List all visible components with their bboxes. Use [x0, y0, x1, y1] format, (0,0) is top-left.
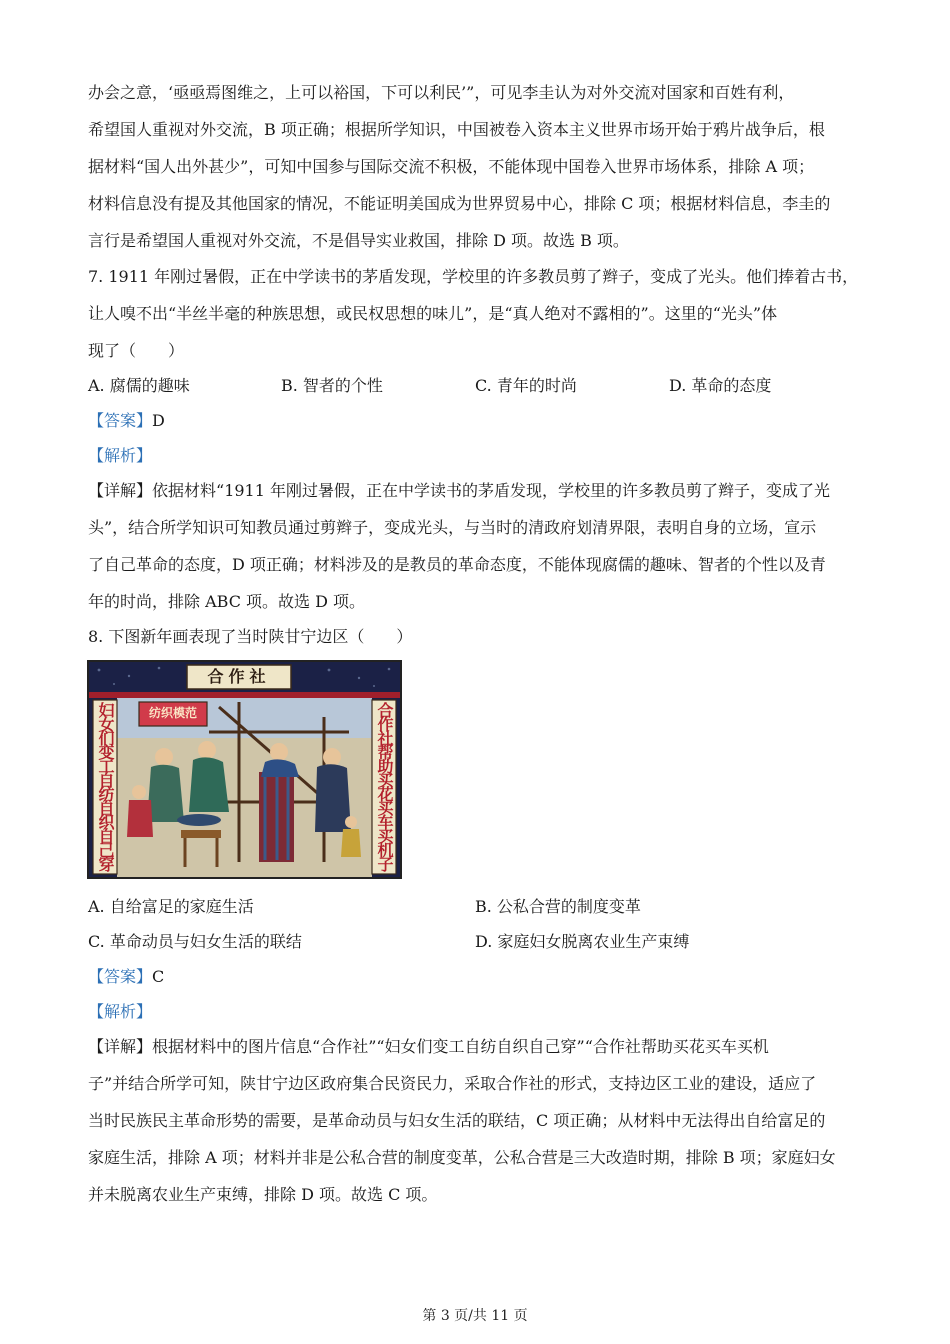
q8-detail-line-2: 子”并结合所学可知，陕甘宁边区政府集合民资民力，采取合作社的形式，支持边区工业的建设，适应了 — [88, 1074, 817, 1093]
painting-sign-text: 纺织模范 — [148, 706, 197, 720]
q7-answer — [88, 411, 165, 431]
detail-tag: 【详解】 — [88, 481, 153, 500]
q7-option-c: C. 青年的时尚 — [475, 376, 577, 395]
q7-stem-line-2: 让人嗅不出“半丝半毫的种族思想，或民权思想的味儿”，是“真人绝对不露相的”。这里的“光头”体 — [88, 304, 778, 323]
q7-analysis-tag — [88, 446, 152, 466]
answer-value: C — [152, 967, 165, 986]
analysis-tag: 【解析】 — [88, 446, 153, 465]
q8-detail-line-5: 并未脱离农业生产束缚，排除 D 项。故选 C 项。 — [88, 1185, 438, 1204]
q8-answer — [88, 967, 164, 987]
detail-text: 根据材料中的图片信息“合作社”“妇女们变工自纺自织自己穿”“合作社帮助买花买车买机 — [152, 1037, 769, 1056]
prev-explanation-line-2: 希望国人重视对外交流，B 项正确；根据所学知识，中国被卷入资本主义世界市场开始于鸦片战争后，根 — [88, 120, 825, 139]
q8-detail-line-3: 当时民族民主革命形势的需要，是革命动员与妇女生活的联结，C 项正确；从材料中无法得出自给富足的 — [88, 1111, 826, 1130]
painting-left-column-text: 妇女们变工自纺自织自己穿 — [96, 702, 115, 870]
page-footer: 第 3 页/共 11 页 — [422, 1308, 528, 1324]
q7-option-a: A. 腐儒的趣味 — [88, 376, 190, 395]
prev-explanation-line-5: 言行是希望国人重视对外交流，不是倡导实业救国，排除 D 项。故选 B 项。 — [88, 231, 629, 250]
q7-detail-line-2: 头”，结合所学知识可知教员通过剪辫子，变成光头，与当时的清政府划清界限，表明自身的立场，宣示 — [88, 518, 817, 537]
detail-tag: 【详解】 — [88, 1037, 153, 1056]
q7-stem-line-3: 现了（ ） — [88, 341, 185, 360]
q8-option-d: D. 家庭妇女脱离农业生产束缚 — [475, 932, 690, 951]
q8-option-b: B. 公私合营的制度变革 — [475, 897, 641, 916]
q7-option-d: D. 革命的态度 — [669, 376, 772, 395]
q8-option-c: C. 革命动员与妇女生活的联结 — [88, 932, 302, 951]
q7-stem-line-1: 7. 1911 年刚过暑假，正在中学读书的茅盾发现，学校里的许多教员剪了辫子，变成了光头。他们捧着古书， — [88, 267, 859, 286]
prev-explanation-line-3: 据材料“国人出外甚少”，可知中国参与国际交流不积极，不能体现中国卷入世界市场体系，排除 A 项； — [88, 157, 815, 176]
prev-explanation-line-1: 办会之意，‘亟亟焉图维之，上可以裕国，下可以利民’”，可见李圭认为对外交流对国家和百姓有利， — [88, 83, 795, 102]
answer-tag: 【答案】 — [88, 967, 153, 986]
q8-detail-line-1 — [88, 1037, 769, 1057]
q8-option-a: A. 自给富足的家庭生活 — [88, 897, 254, 916]
answer-tag: 【答案】 — [88, 411, 153, 430]
q8-detail-line-4: 家庭生活，排除 A 项；材料并非是公私合营的制度变革，公私合营是三大改造时期，排除 B 项；家庭妇女 — [88, 1148, 836, 1167]
answer-value: D — [152, 411, 165, 430]
q8-stem: 8. 下图新年画表现了当时陕甘宁边区（ ） — [88, 627, 413, 646]
q8-analysis-tag — [88, 1002, 152, 1022]
q7-detail-line-3: 了自己革命的态度，D 项正确；材料涉及的是教员的革命态度，不能体现腐儒的趣味、智者的个性以及青 — [88, 555, 826, 574]
analysis-tag: 【解析】 — [88, 1002, 153, 1021]
new-year-painting-figure — [87, 660, 402, 879]
q7-detail-line-4: 年的时尚，排除 ABC 项。故选 D 项。 — [88, 592, 366, 611]
painting-top-banner-text: 合作社 — [207, 667, 271, 686]
detail-text: 依据材料“1911 年刚过暑假，正在中学读书的茅盾发现，学校里的许多教员剪了辫子，变成了光 — [152, 481, 831, 500]
prev-explanation-line-4: 材料信息没有提及其他国家的情况，不能证明美国成为世界贸易中心，排除 C 项；根据材料信息，李圭的 — [88, 194, 831, 213]
q7-detail-line-1 — [88, 481, 830, 501]
q7-option-b: B. 智者的个性 — [281, 376, 383, 395]
painting-right-column-text: 合作社帮助买花买车买机子 — [375, 702, 394, 870]
